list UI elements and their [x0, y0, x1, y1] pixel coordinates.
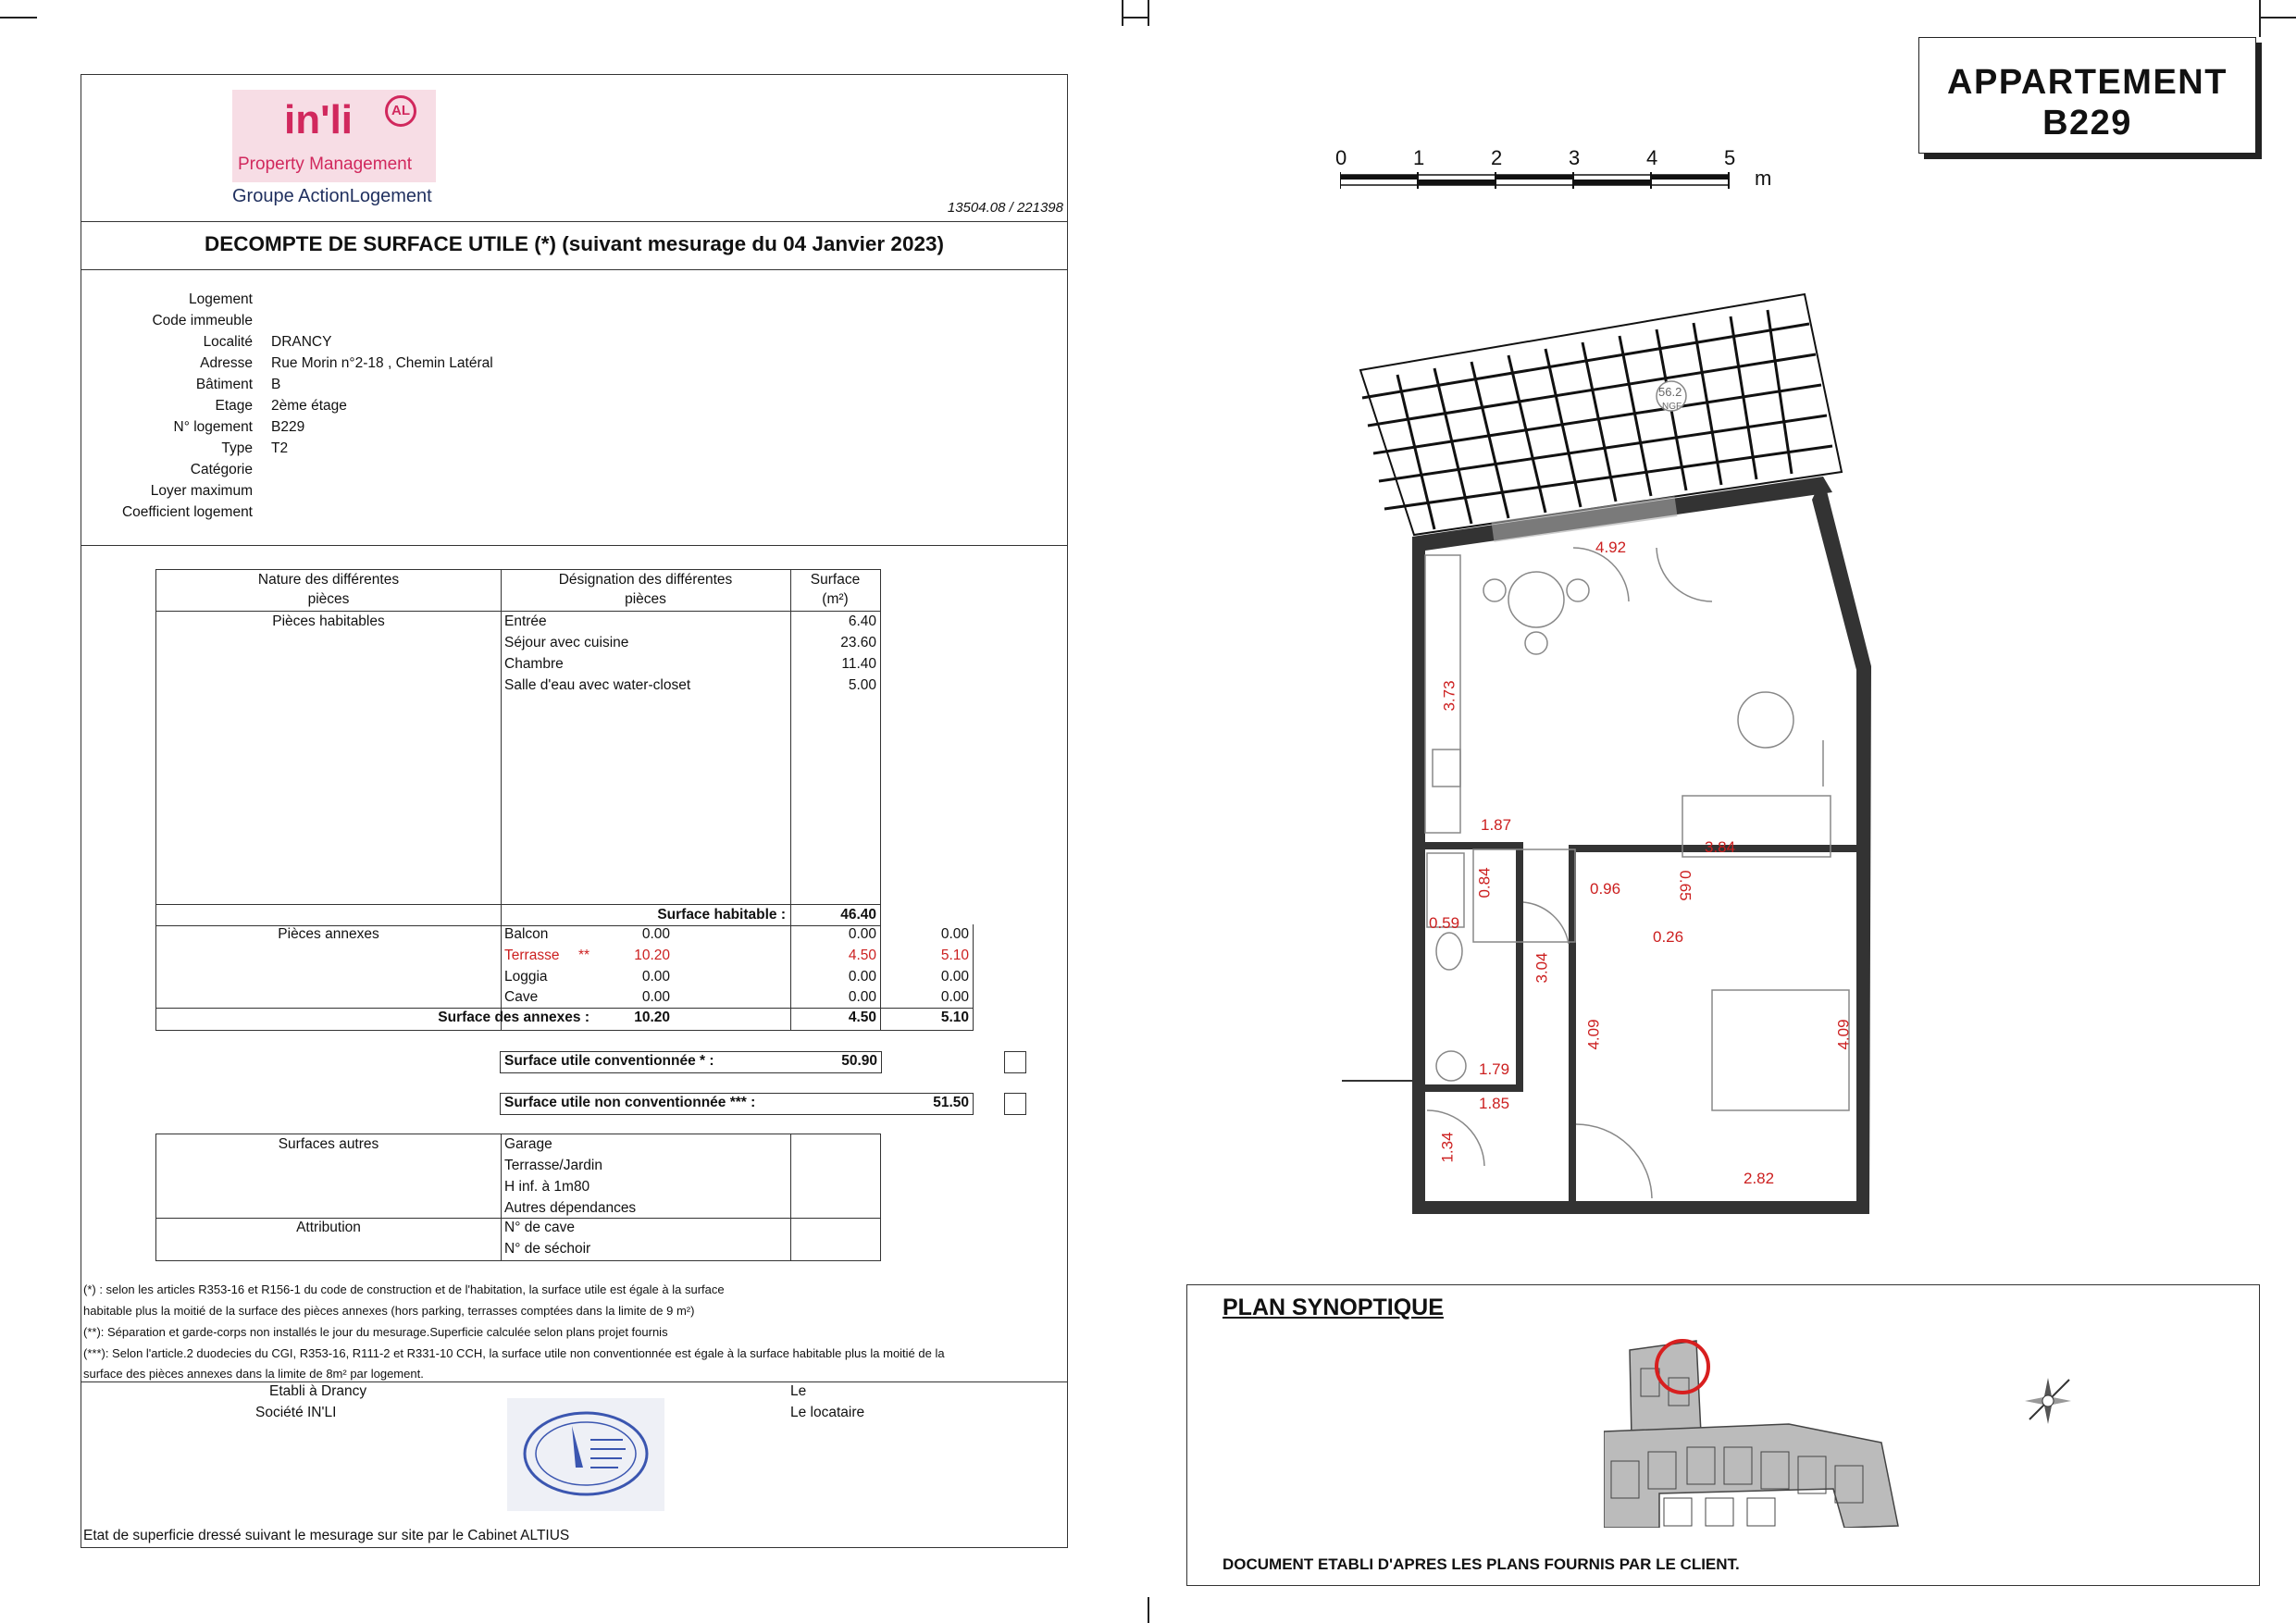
room-name: Salle d'eau avec water-closet — [504, 677, 691, 693]
room-surface: 11.40 — [841, 656, 876, 672]
scale-tick-label: 4 — [1646, 146, 1658, 169]
crop-mark — [1122, 17, 1148, 19]
info-value: B — [271, 377, 281, 392]
divider — [81, 269, 1067, 270]
annex-name: Balcon — [504, 926, 549, 942]
footnote: (***): Selon l'article.2 duodecies du CGI, R353-16, R111-2 et R331-10 CCH, la surface utile non conventionnée est égale à la surface habitable plus la moitié de la — [83, 1346, 945, 1360]
col-header-designation-2: pièces — [625, 591, 666, 607]
room-surface: 23.60 — [840, 635, 876, 650]
annexes-total-label: Surface des annexes : — [438, 1010, 590, 1025]
annex-value-1: 0.00 — [641, 969, 670, 985]
other-surfaces-table — [155, 1134, 881, 1261]
room-surface: 5.00 — [848, 677, 876, 693]
scale-tick-label: 0 — [1335, 146, 1347, 169]
logo-badge: AL — [385, 95, 416, 127]
logo-group: Groupe ActionLogement — [232, 186, 432, 206]
annex-value-2: 4.50 — [848, 948, 876, 963]
info-label: Logement — [189, 291, 253, 307]
info-label: Code immeuble — [152, 313, 253, 328]
dim-label: 0.26 — [1653, 928, 1684, 946]
annexes-total-3: 5.10 — [940, 1010, 969, 1025]
col-header-designation: Désignation des différentes — [558, 572, 733, 588]
signature-date: Le — [790, 1383, 807, 1399]
compass-icon — [2016, 1369, 2080, 1433]
col-header-surface: Surface — [810, 572, 861, 588]
plan-dimensions — [1342, 287, 1916, 1221]
col-header-surface-2: (m²) — [822, 591, 849, 607]
annex-name: Cave — [504, 989, 539, 1005]
surface-non-conv-checkbox[interactable] — [1004, 1093, 1026, 1115]
signature-place: Etabli à Drancy — [269, 1383, 367, 1399]
surface-utile-label: Surface utile conventionnée * : — [504, 1053, 714, 1069]
dim-label: 3.84 — [1705, 838, 1736, 856]
annex-value-2: 0.00 — [848, 989, 876, 1005]
attribution-item: N° de cave — [504, 1220, 575, 1235]
crop-mark — [1148, 0, 1149, 26]
crop-mark — [2259, 17, 2296, 19]
logo-wordmark: in'li — [284, 97, 354, 142]
room-name: Entrée — [504, 613, 547, 629]
apartment-title-box — [1918, 37, 2256, 154]
scale-tick-label: 1 — [1413, 146, 1425, 169]
col-header-nature-2: pièces — [307, 591, 350, 607]
annex-value-2: 0.00 — [848, 926, 876, 942]
annex-value-1: 10.20 — [634, 948, 670, 963]
surface-non-conv-box — [500, 1093, 974, 1115]
scale-tick-label: 5 — [1724, 146, 1736, 169]
dim-label: 2.82 — [1744, 1170, 1775, 1187]
surface-table — [155, 569, 881, 926]
page-title: DECOMPTE DE SURFACE UTILE (*) (suivant mesurage du 04 Janvier 2023) — [205, 232, 944, 255]
info-label: Localité — [203, 334, 253, 350]
habitable-total-value: 46.40 — [840, 907, 876, 923]
annexes-total-2: 4.50 — [848, 1010, 876, 1025]
info-value: DRANCY — [271, 334, 332, 350]
info-value: 2ème étage — [271, 398, 347, 414]
other-item: Terrasse/Jardin — [504, 1158, 602, 1173]
surface-non-conv-value: 51.50 — [933, 1095, 969, 1110]
info-label: Bâtiment — [195, 377, 253, 392]
crop-mark — [2259, 0, 2261, 37]
attribution-item: N° de séchoir — [504, 1241, 591, 1257]
annex-value-3: 0.00 — [940, 989, 969, 1005]
footnote: surface des pièces annexes dans la limite de 8m² par logement. — [83, 1367, 424, 1381]
info-label: Catégorie — [190, 462, 253, 477]
dim-label: 0.59 — [1429, 914, 1460, 932]
dim-label: 0.96 — [1590, 880, 1621, 898]
info-label: Etage — [215, 398, 253, 414]
other-item: Garage — [504, 1136, 552, 1152]
room-name: Séjour avec cuisine — [504, 635, 629, 650]
surface-utile-box — [500, 1051, 882, 1073]
footnote: habitable plus la moitié de la surface des pièces annexes (hors parking, terrasses comptées dans la limite de 9 m²) — [83, 1304, 695, 1318]
company-stamp — [507, 1398, 664, 1511]
level-sublabel: NGF — [1662, 402, 1682, 412]
divider — [81, 1381, 1067, 1382]
other-item: Autres dépendances — [504, 1200, 637, 1216]
annex-value-3: 5.10 — [940, 948, 969, 963]
scale-unit: m — [1755, 167, 1772, 190]
scale-bar — [1333, 146, 1772, 202]
dim-label: 4.09 — [1834, 1019, 1853, 1050]
info-value: Rue Morin n°2-18 , Chemin Latéral — [271, 355, 493, 371]
synoptic-plan-panel — [1186, 1284, 2260, 1586]
annex-value-1: 0.00 — [641, 926, 670, 942]
dim-label: 4.09 — [1584, 1019, 1603, 1050]
divider — [81, 221, 1067, 222]
col-header-nature: Nature des différentes — [257, 572, 400, 588]
divider — [81, 545, 1067, 546]
dim-label: 1.85 — [1479, 1095, 1510, 1112]
footer-statement: Etat de superficie dressé suivant le mesurage sur site par le Cabinet ALTIUS — [83, 1528, 570, 1543]
info-label: Coefficient logement — [121, 504, 253, 520]
signature-tenant: Le locataire — [790, 1405, 865, 1420]
annex-value-3: 0.00 — [940, 926, 969, 942]
dim-label: 3.04 — [1533, 952, 1551, 984]
category-label: Pièces annexes — [278, 926, 379, 942]
annexes-table — [155, 924, 974, 1031]
dim-label: 0.84 — [1475, 867, 1494, 898]
category-label: Pièces habitables — [272, 613, 385, 629]
crop-mark — [1122, 0, 1123, 26]
stamp-graphic — [507, 1398, 664, 1511]
dim-label: 3.73 — [1440, 680, 1458, 712]
dim-label: 1.79 — [1479, 1060, 1510, 1078]
info-label: Loyer maximum — [150, 483, 253, 499]
info-value: T2 — [271, 440, 289, 456]
dim-label: 0.65 — [1676, 870, 1694, 901]
scale-tick-label: 3 — [1569, 146, 1581, 169]
level-label: 56.2 — [1658, 385, 1682, 399]
room-name: Chambre — [504, 656, 564, 672]
dim-label: 1.87 — [1481, 816, 1512, 834]
info-label: Type — [221, 440, 253, 456]
crop-mark — [1148, 1597, 1149, 1623]
annex-name: Loggia — [504, 969, 548, 985]
info-label: N° logement — [173, 419, 253, 435]
room-surface: 6.40 — [848, 613, 876, 629]
habitable-total-label: Surface habitable : — [657, 907, 786, 923]
apartment-number: B229 — [2042, 104, 2132, 142]
annexes-total-1: 10.20 — [634, 1010, 670, 1025]
info-label: Adresse — [200, 355, 253, 371]
surface-utile-checkbox[interactable] — [1004, 1051, 1026, 1073]
brand-logo — [232, 90, 436, 210]
annex-name: Terrasse — [504, 948, 560, 963]
surface-form — [81, 74, 1068, 1548]
signature-company: Société IN'LI — [255, 1405, 337, 1420]
surface-utile-value: 50.90 — [841, 1053, 877, 1069]
logo-subtitle: Property Management — [238, 155, 412, 174]
annex-value-3: 0.00 — [940, 969, 969, 985]
annex-value-2: 0.00 — [848, 969, 876, 985]
info-value: B229 — [271, 419, 305, 435]
surface-non-conv-label: Surface utile non conventionnée *** : — [504, 1095, 756, 1110]
synoptic-footer: DOCUMENT ETABLI D'APRES LES PLANS FOURNIS PAR LE CLIENT. — [1222, 1555, 1740, 1573]
synoptic-title: PLAN SYNOPTIQUE — [1222, 1295, 1444, 1320]
footnote: (**): Séparation et garde-corps non installés le jour du mesurage.Superficie calculée selon plans projet fournis — [83, 1325, 668, 1339]
scale-tick-label: 2 — [1491, 146, 1503, 169]
reference-number: 13504.08 / 221398 — [947, 200, 1063, 216]
category-label: Attribution — [296, 1220, 361, 1235]
annex-mark: ** — [578, 948, 590, 963]
category-label: Surfaces autres — [278, 1136, 379, 1152]
other-item: H inf. à 1m80 — [504, 1179, 590, 1195]
footnote: (*) : selon les articles R353-16 et R156-1 du code de construction et de l'habitation, la surface utile est égale à la surface — [83, 1282, 725, 1296]
synoptic-map — [1604, 1332, 1900, 1528]
annex-value-1: 0.00 — [641, 989, 670, 1005]
dim-label: 1.34 — [1438, 1132, 1457, 1163]
apartment-title: APPARTEMENT — [1947, 63, 2228, 102]
scale-graphic — [1340, 172, 1738, 191]
crop-mark — [0, 17, 37, 19]
dim-label: 4.92 — [1595, 539, 1627, 556]
